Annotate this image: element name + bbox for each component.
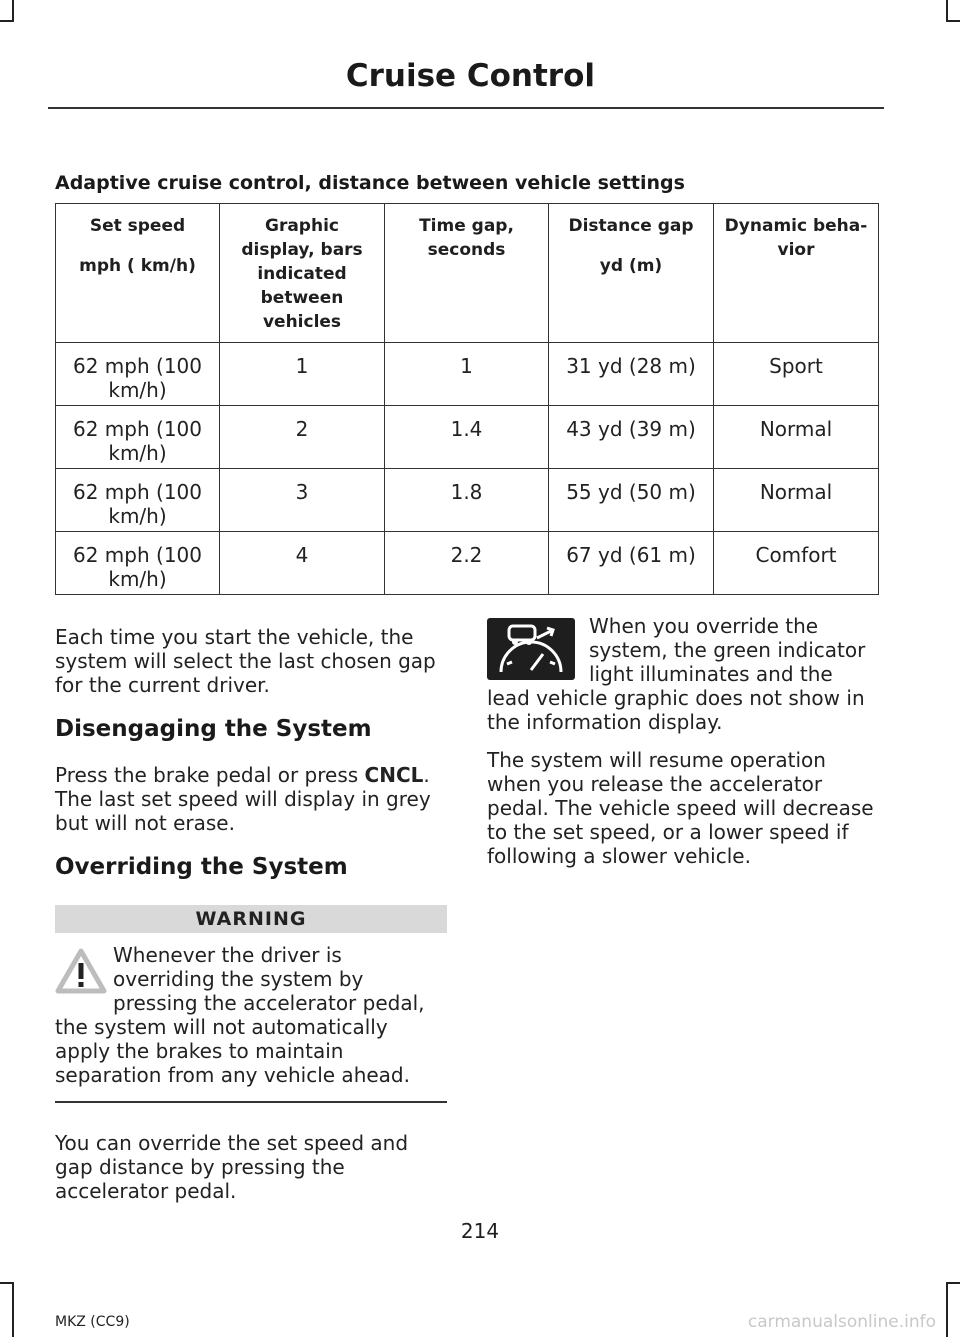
- crop-mark: [12, 1282, 14, 1337]
- col-header-set-speed: [56, 204, 220, 343]
- cruise-indicator-icon: [487, 618, 575, 680]
- cell-distance: 55 yd (50 m): [549, 469, 714, 532]
- warning-box: [55, 943, 447, 1087]
- disengage-paragraph: [55, 763, 447, 835]
- crop-mark: [946, 0, 948, 22]
- warning-text: Whenever the driver is overriding the system by pressing the accelerator pedal, the system will not automatically apply the brakes to maintain separation from any vehicle ahead.: [55, 943, 425, 1087]
- col-label: Graphic display, bars indicated between vehicles: [241, 216, 363, 332]
- table-row: [56, 343, 879, 406]
- cell-behavior: Normal: [714, 469, 879, 532]
- cell-distance: 31 yd (28 m): [549, 343, 714, 406]
- col-label: Distance gap: [568, 216, 694, 236]
- cncl-keyword: CNCL: [364, 763, 424, 787]
- cell-time-gap: 2.2: [385, 532, 549, 595]
- cell-time-gap: 1: [385, 343, 549, 406]
- page-title: Cruise Control: [345, 58, 595, 94]
- override-heading: Overriding the System: [55, 854, 348, 880]
- cell-speed: 62 mph (100 km/h): [56, 532, 220, 595]
- disengage-heading: Disengaging the System: [55, 716, 372, 742]
- col-label: Dynamic beha- vior: [724, 216, 868, 260]
- crop-mark: [12, 0, 14, 22]
- right-column: [487, 614, 879, 882]
- cell-distance: 67 yd (61 m): [549, 532, 714, 595]
- page-number: 214: [460, 1219, 500, 1243]
- cell-behavior: Normal: [714, 406, 879, 469]
- cell-speed: 62 mph (100 km/h): [56, 406, 220, 469]
- cell-speed: 62 mph (100 km/h): [56, 469, 220, 532]
- col-label: Time gap, seconds: [419, 216, 514, 260]
- col-header-graphic-display: [220, 204, 385, 343]
- cell-behavior: Comfort: [714, 532, 879, 595]
- disengage-text-post: . The last set speed will display in grey but will not erase.: [55, 763, 431, 835]
- crop-mark: [946, 20, 960, 22]
- cell-bars: 1: [220, 343, 385, 406]
- cell-behavior: Sport: [714, 343, 879, 406]
- crop-mark: [946, 1282, 948, 1337]
- col-header-distance-gap: [549, 204, 714, 343]
- model-code: MKZ (CC9): [55, 1314, 130, 1330]
- crop-mark: [0, 1282, 14, 1284]
- header-divider: [48, 107, 884, 109]
- cell-time-gap: 1.8: [385, 469, 549, 532]
- watermark: carmanualsonline.info: [747, 1312, 936, 1332]
- disengage-text-pre: Press the brake pedal or press: [55, 763, 365, 787]
- col-unit: mph ( km/h): [79, 256, 196, 276]
- crop-mark: [0, 20, 14, 22]
- table-row: [56, 532, 879, 595]
- cell-bars: 3: [220, 469, 385, 532]
- cell-time-gap: 1.4: [385, 406, 549, 469]
- cell-bars: 2: [220, 406, 385, 469]
- cell-speed: 62 mph (100 km/h): [56, 343, 220, 406]
- cell-bars: 4: [220, 532, 385, 595]
- left-column: [55, 625, 447, 1217]
- indicator-text: When you override the system, the green indicator light illuminates and the lead vehicle graphic does not show in the information display.: [487, 614, 866, 734]
- warning-triangle-icon: [55, 947, 107, 995]
- distance-settings-table: [55, 203, 879, 595]
- resume-paragraph: The system will resume operation when you release the accelerator pedal. The vehicle speed will decrease to the set speed, or a lower speed if following a slower vehicle.: [487, 748, 874, 868]
- warning-divider: [55, 1101, 447, 1103]
- indicator-paragraph: [487, 614, 879, 734]
- table-title: Adaptive cruise control, distance between vehicle settings: [55, 172, 685, 194]
- col-header-time-gap: [385, 204, 549, 343]
- table-header-row: [56, 204, 879, 343]
- override-paragraph: You can override the set speed and gap distance by pressing the accelerator pedal.: [55, 1130, 409, 1203]
- col-unit: yd (m): [599, 256, 663, 276]
- col-label: Set speed: [89, 216, 186, 236]
- warning-label: WARNING: [55, 905, 447, 933]
- cell-distance: 43 yd (39 m): [549, 406, 714, 469]
- table-row: [56, 406, 879, 469]
- intro-paragraph: Each time you start the vehicle, the system will select the last chosen gap for the current driver.: [55, 625, 436, 697]
- col-header-dynamic-behavior: [714, 204, 879, 343]
- crop-mark: [946, 1282, 960, 1284]
- table-row: [56, 469, 879, 532]
